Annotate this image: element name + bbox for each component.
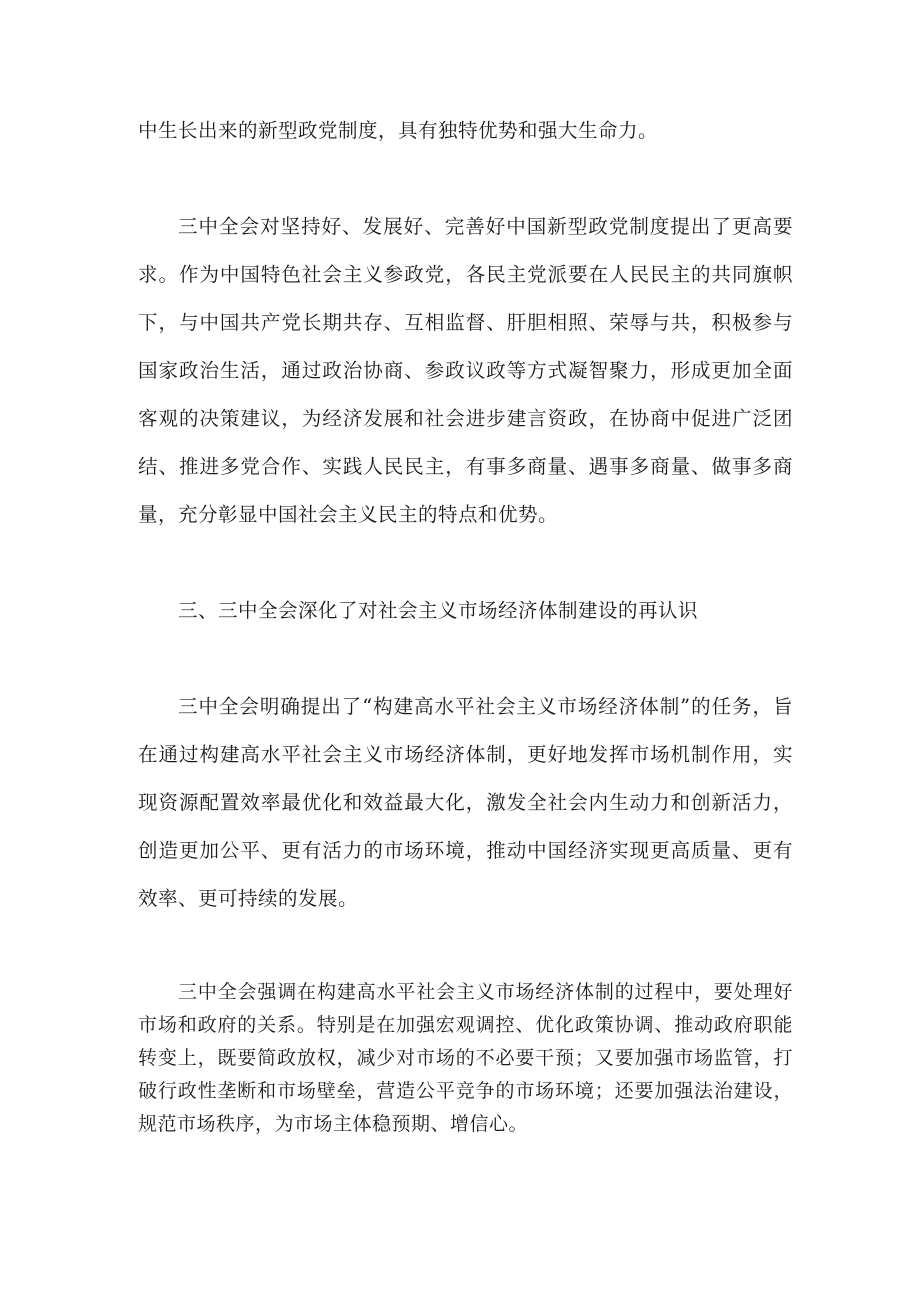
paragraph-market-government: 三中全会强调在构建高水平社会主义市场经济体制的过程中，要处理好市场和政府的关系。特别是在加强宏观调控、优化政策协调、推动政府职能转变上，既要简政放权，减少对市场的不必要干预；又要加强市场监管，打破行政性垄断和市场壁垒，营造公平竞争的市场环境；还要加强法治建设，规范市场秩序，为市场主体稳预期、增信心。 [138, 981, 793, 1135]
paragraph-market-economy: 三中全会明确提出了“构建高水平社会主义市场经济体制”的任务，旨在通过构建高水平社会主义市场经济体制，更好地发挥市场机制作用，实现资源配置效率最优化和效益最大化，激发全社会内生动力和创新活力，创造更加公平、更有活力的市场环境，推动中国经济实现更高质量、更有效率、更可持续的发展。 [138, 695, 793, 910]
section-heading: 三、三中全会深化了对社会主义市场经济体制建设的再认识 [178, 599, 699, 622]
paragraph-party-system: 三中全会对坚持好、发展好、完善好中国新型政党制度提出了更高要求。作为中国特色社会主义参政党，各民主党派要在人民民主的共同旗帜下，与中国共产党长期共存、互相监督、肝胆相照、荣辱与共，积极参与国家政治生活，通过政治协商、参政议政等方式凝智聚力，形成更加全面客观的决策建议，为经济发展和社会进步建言资政，在协商中促进广泛团结、推进多党合作、实践人民民主，有事多商量、遇事多商量、做事多商量，充分彰显中国社会主义民主的特点和优势。 [138, 215, 793, 526]
paragraph-continuation: 中生长出来的新型政党制度，具有独特优势和强大生命力。 [138, 119, 659, 142]
